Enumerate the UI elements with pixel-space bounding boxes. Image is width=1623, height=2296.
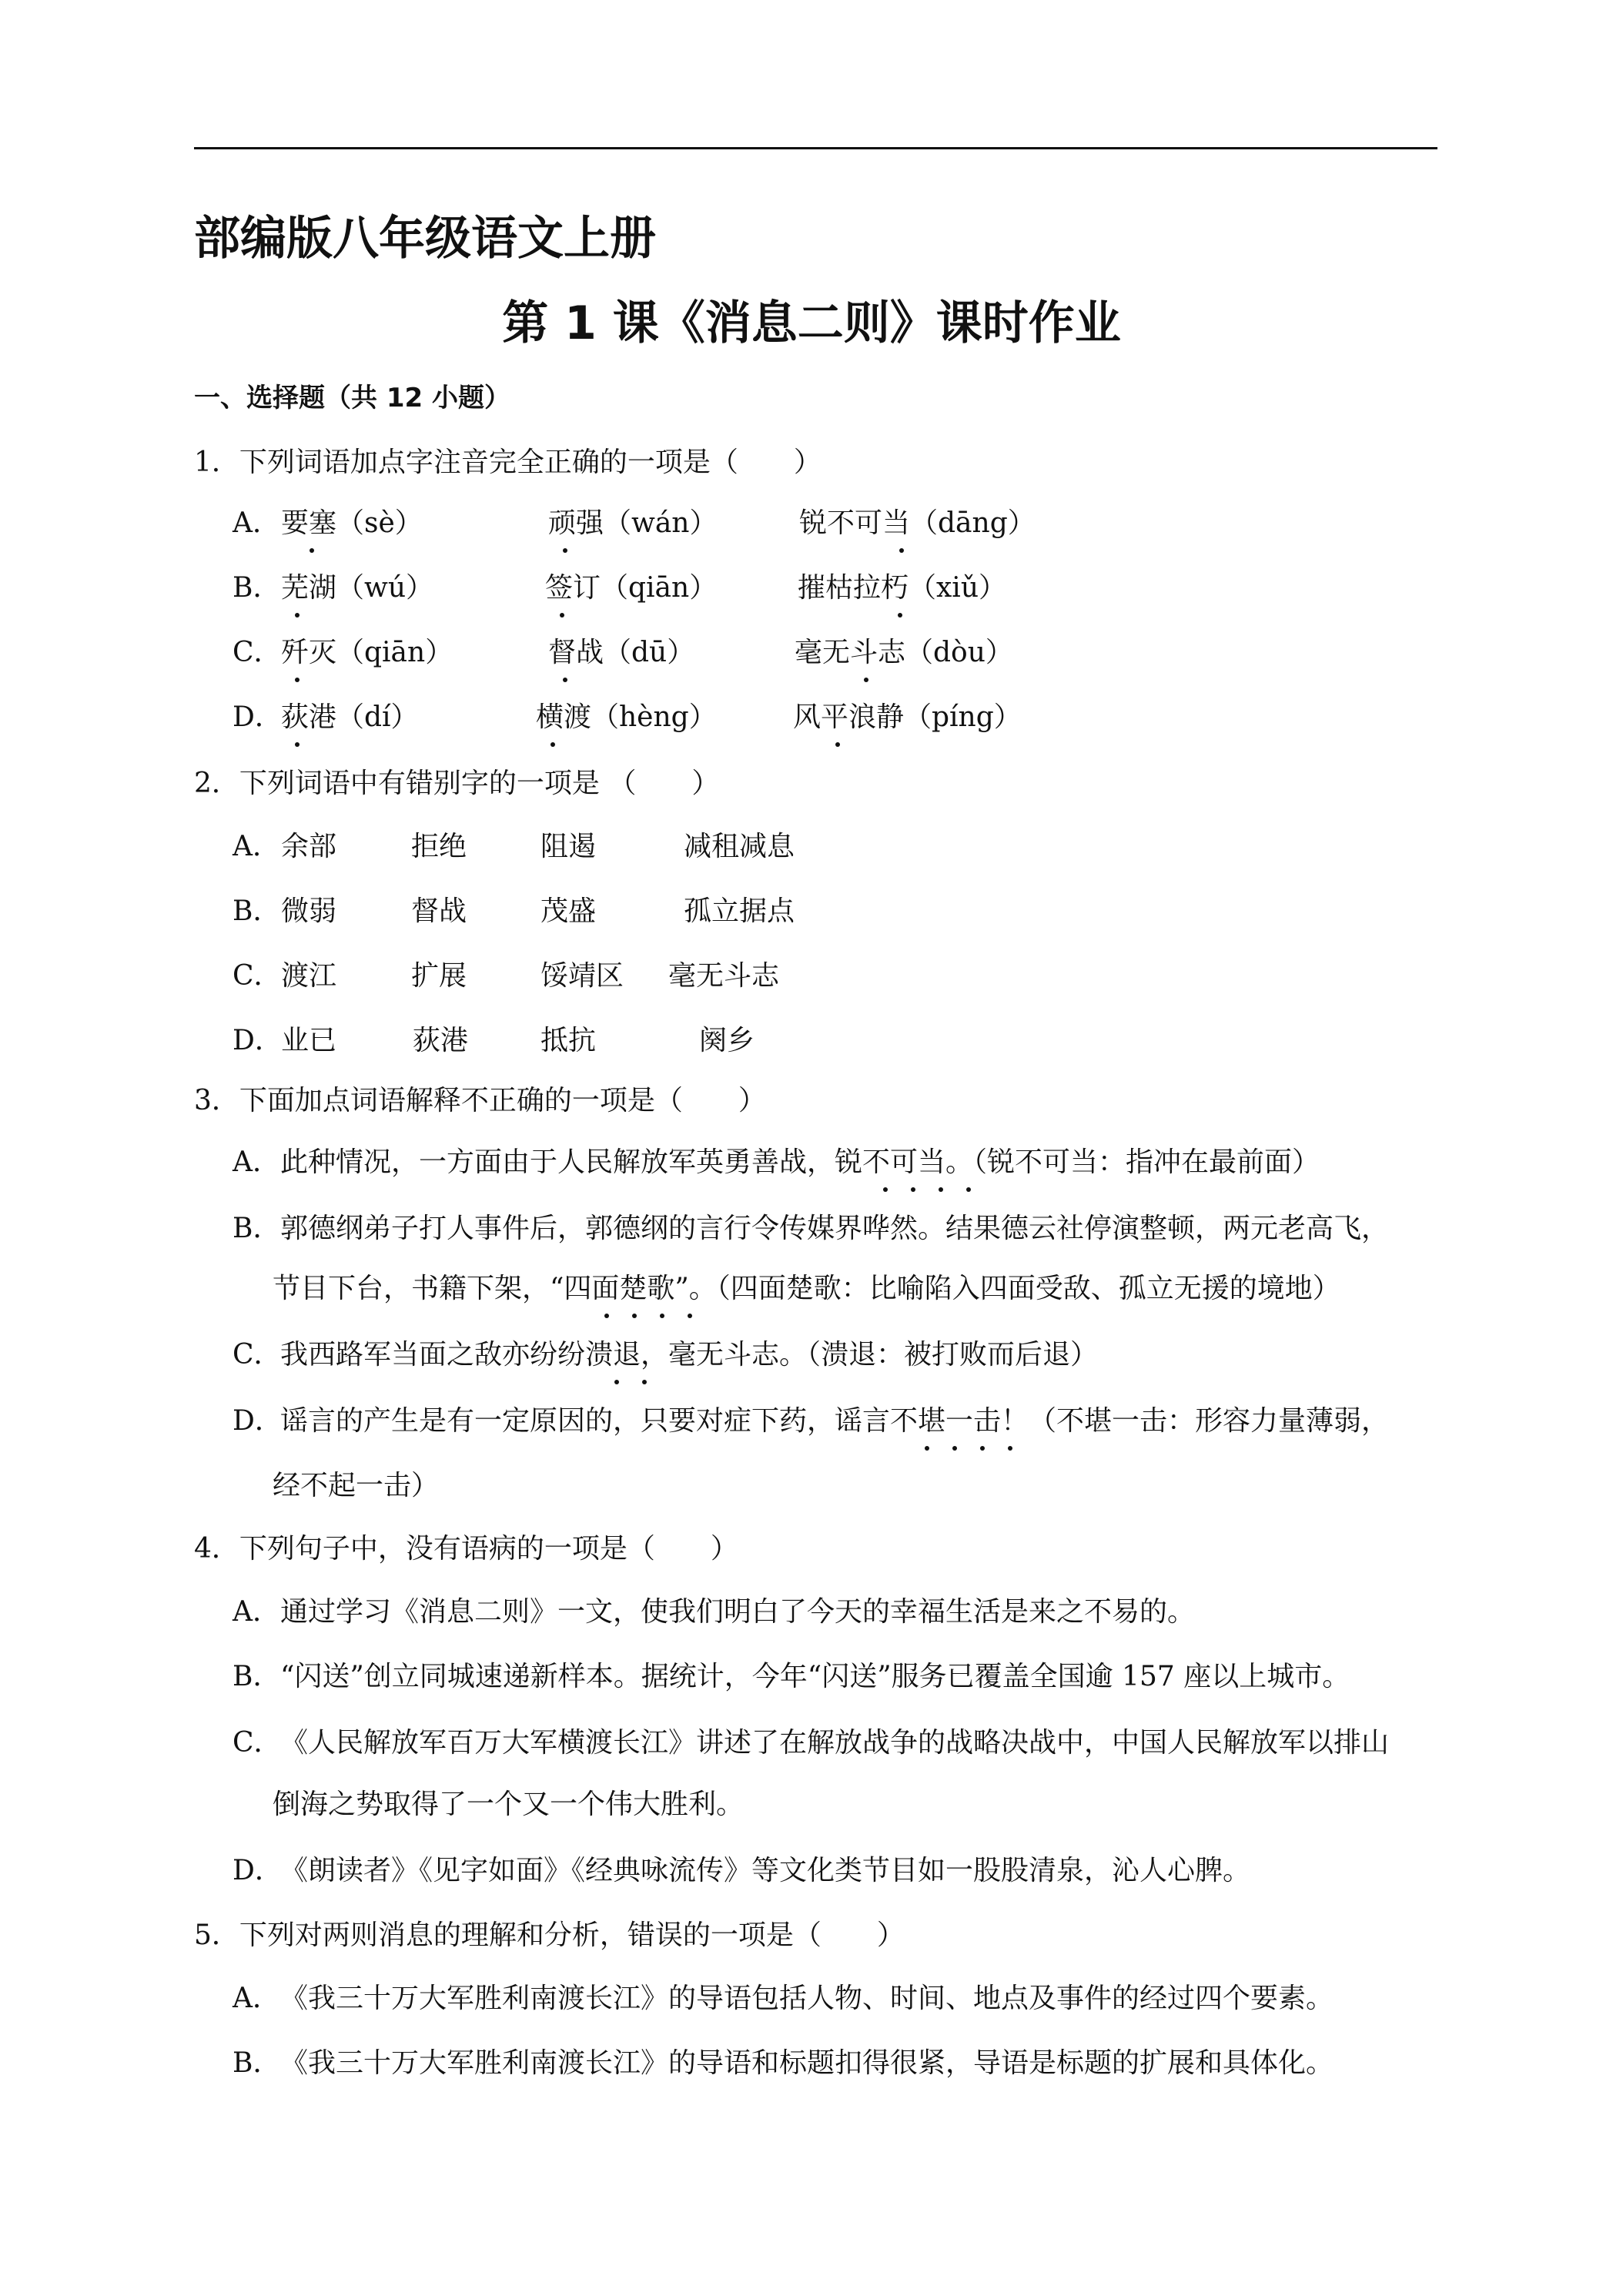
option-label: B． xyxy=(233,1661,281,1692)
document-subtitle: 部编版八年级语文上册 xyxy=(194,212,656,266)
option-word: 签订（qiān） xyxy=(545,572,718,604)
emphasis-dot xyxy=(295,613,300,618)
option-label: C． xyxy=(233,960,282,992)
option-word: 业已 xyxy=(281,1025,337,1056)
option-label: A． xyxy=(233,831,280,862)
emphasis-dot xyxy=(310,548,314,553)
question-4-option-d xyxy=(233,1851,1250,1891)
emphasis-dot xyxy=(604,1314,609,1318)
question-2-option-c xyxy=(233,956,280,996)
emphasis-dot xyxy=(939,1187,943,1192)
option-label: A． xyxy=(233,507,280,539)
option-label: B． xyxy=(233,1213,281,1244)
option-word: 风平浪静（píng） xyxy=(793,701,1022,733)
option-label: B． xyxy=(233,572,281,604)
option-text: 《我三十万大军胜利南渡长江》的导语包括人物、时间、地点及事件的经过四个要素。 xyxy=(280,1983,1334,2014)
emphasis-dot xyxy=(295,678,300,682)
emphasis-dot xyxy=(883,1187,888,1192)
option-label: B． xyxy=(233,2047,281,2079)
question-1-option-b xyxy=(233,568,280,608)
option-label: A． xyxy=(233,1983,280,2014)
option-text: 《朗读者》《见字如面》《经典咏流传》等文化类节目如一股股清泉，沁人心脾。 xyxy=(280,1855,1251,1886)
option-word: 渡江 xyxy=(281,960,337,992)
question-3-option-c xyxy=(233,1335,1098,1375)
option-text: 此种情况，一方面由于人民解放军英勇善战，锐不可当。（锐不可当：指冲在最前面） xyxy=(280,1146,1320,1178)
emphasis-dot xyxy=(295,742,300,747)
option-label: A． xyxy=(233,1596,280,1628)
option-word: 余部 xyxy=(281,831,337,862)
emphasis-dot xyxy=(898,613,902,618)
emphasis-dot xyxy=(563,678,567,682)
option-label: B． xyxy=(233,895,281,927)
option-word: 微弱 xyxy=(281,895,337,927)
question-2-option-d xyxy=(233,1021,283,1061)
emphasis-dot xyxy=(550,742,555,747)
option-word: 馁靖区 xyxy=(540,960,624,992)
question-4-option-a xyxy=(233,1592,1195,1632)
question-4-option-b xyxy=(233,1657,1350,1697)
option-word: 摧枯拉朽（xiǔ） xyxy=(798,572,1007,604)
option-word: 督战 xyxy=(411,895,467,927)
option-label: C． xyxy=(233,1727,282,1759)
emphasis-dot xyxy=(560,613,564,618)
option-word: 歼灭（qiān） xyxy=(281,637,453,668)
question-3-option-a xyxy=(233,1143,1320,1183)
emphasis-dot xyxy=(911,1187,915,1192)
option-word: 阻遏 xyxy=(540,831,597,862)
emphasis-dot xyxy=(899,548,904,553)
option-text: 通过学习《消息二则》一文，使我们明白了今天的幸福生活是来之不易的。 xyxy=(280,1596,1196,1628)
option-label: C． xyxy=(233,637,282,668)
document-title: 第 1 课《消息二则》课时作业 xyxy=(502,296,1121,350)
option-word: 阕乡 xyxy=(699,1025,755,1056)
emphasis-dot xyxy=(642,1380,647,1384)
question-5-option-b xyxy=(233,2043,1334,2083)
option-word: 拒绝 xyxy=(411,831,467,862)
option-word: 锐不可当（dāng） xyxy=(799,507,1036,539)
emphasis-dot xyxy=(660,1314,664,1318)
question-2-stem: 2．下列词语中有错别字的一项是 （ ） xyxy=(194,768,720,799)
option-text: 《我三十万大军胜利南渡长江》的导语和标题扣得很紧，导语是标题的扩展和具体化。 xyxy=(280,2047,1334,2079)
emphasis-dot xyxy=(864,678,868,682)
option-word: 毫无斗志 xyxy=(668,960,780,992)
option-label: C． xyxy=(233,1339,282,1371)
option-word: 芜湖（wú） xyxy=(281,572,434,604)
option-label: D． xyxy=(233,1855,283,1886)
emphasis-dot xyxy=(1008,1446,1012,1451)
option-text-line-1: 郭德纲弟子打人事件后，郭德纲的言行令传媒界哗然。结果德云社停演整顿，两元老高飞， xyxy=(280,1213,1390,1244)
question-4-stem: 4．下列句子中，没有语病的一项是（ ） xyxy=(194,1533,738,1565)
question-4-option-c xyxy=(233,1723,1389,1763)
emphasis-dot xyxy=(952,1446,957,1451)
option-word: 扩展 xyxy=(411,960,467,992)
emphasis-dot xyxy=(614,1380,619,1384)
option-word: 横渡（hèng） xyxy=(536,701,717,733)
emphasis-dot xyxy=(563,548,567,553)
question-5-option-a xyxy=(233,1979,1334,2019)
question-2-option-a xyxy=(233,827,280,867)
question-3-option-d xyxy=(233,1401,1389,1441)
header-rule xyxy=(194,147,1437,149)
option-word: 孤立据点 xyxy=(684,895,795,927)
option-word: 茂盛 xyxy=(540,895,597,927)
question-1-stem: 1．下列词语加点字注音完全正确的一项是（ ） xyxy=(194,447,822,478)
question-1-option-c xyxy=(233,633,280,673)
option-text-line-2: 节目下台，书籍下架，“四面楚歌”。（四面楚歌：比喻陷入四面受敌、孤立无援的境地） xyxy=(273,1273,1340,1304)
emphasis-dot xyxy=(980,1446,985,1451)
option-label: D． xyxy=(233,1025,283,1056)
option-word: 毫无斗志（dòu） xyxy=(795,637,1013,668)
question-1-option-d xyxy=(233,698,283,738)
option-word: 督战（dū） xyxy=(548,637,695,668)
question-1-option-a xyxy=(233,504,280,544)
emphasis-dot xyxy=(835,742,840,747)
option-text-line-2: 经不起一击） xyxy=(273,1470,440,1501)
option-label: A． xyxy=(233,1146,280,1178)
section-heading: 一、选择题（共 12 小题） xyxy=(194,383,510,413)
option-label: D． xyxy=(233,1405,283,1437)
option-text-line-2: 倒海之势取得了一个又一个伟大胜利。 xyxy=(273,1789,745,1820)
option-word: 抵抗 xyxy=(540,1025,597,1056)
question-5-stem: 5．下列对两则消息的理解和分析，错误的一项是（ ） xyxy=(194,1919,905,1951)
emphasis-dot xyxy=(966,1187,971,1192)
question-3-option-b xyxy=(233,1209,1389,1249)
option-word: 顽强（wán） xyxy=(548,507,718,539)
emphasis-dot xyxy=(632,1314,637,1318)
option-word: 荻港 xyxy=(413,1025,469,1056)
option-text: “闪送”创立同城速递新样本。据统计，今年“闪送”服务已覆盖全国逾 157 座以上城市。 xyxy=(280,1661,1350,1692)
option-label: D． xyxy=(233,701,283,733)
option-text-line-1: 《人民解放军百万大军横渡长江》讲述了在解放战争的战略决战中，中国人民解放军以排山 xyxy=(280,1727,1390,1759)
question-2-option-b xyxy=(233,892,280,932)
option-text-line-1: 谣言的产生是有一定原因的，只要对症下药，谣言不堪一击！（不堪一击：形容力量薄弱， xyxy=(280,1405,1390,1437)
emphasis-dot xyxy=(925,1446,929,1451)
option-word: 荻港（dí） xyxy=(281,701,419,733)
option-word: 减租减息 xyxy=(684,831,795,862)
question-3-stem: 3．下面加点词语解释不正确的一项是（ ） xyxy=(194,1085,766,1116)
option-text: 我西路军当面之敌亦纷纷溃退，毫无斗志。（溃退：被打败而后退） xyxy=(280,1339,1099,1371)
option-word: 要塞（sè） xyxy=(281,507,423,539)
emphasis-dot xyxy=(688,1314,692,1318)
